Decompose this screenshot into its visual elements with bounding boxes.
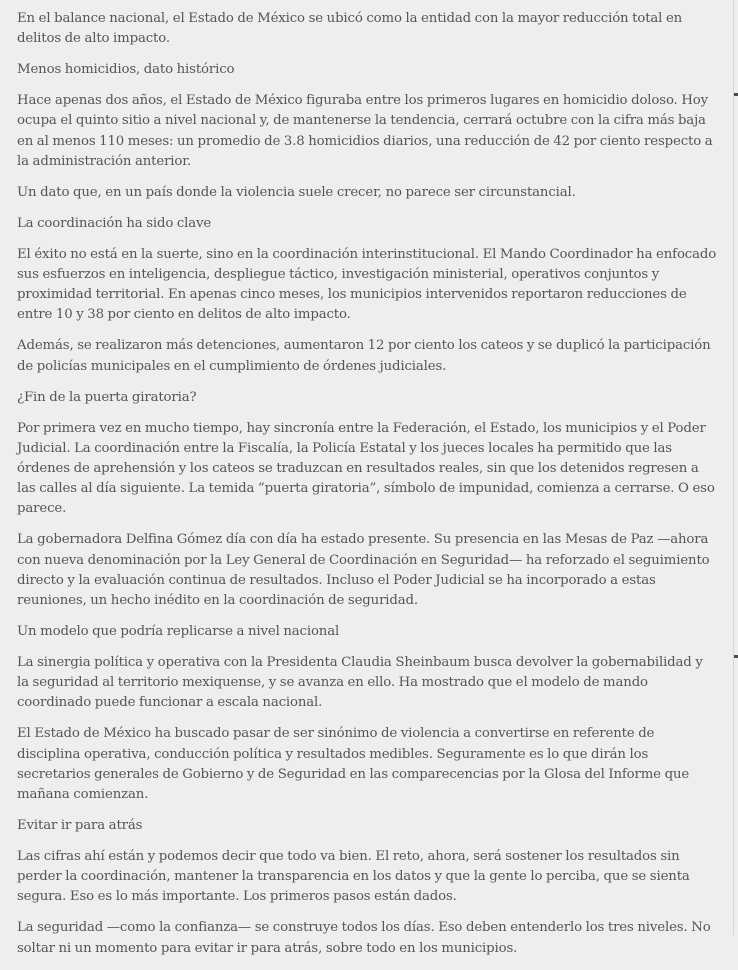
paragraph-exito: El éxito no está en la suerte, sino en la coordinación interinstitucional. El Mando Coordinador ha enfocado sus esfuerzos en inteligencia, despliegue táctico, investigación ministerial, operativos conjuntos y proximidad territorial. En apenas cinco meses, los municipios intervenidos reportaron reducciones de entre 10 y 38 por ciento en delitos de alto impacto.: [17, 246, 717, 323]
paragraph-cifras: Las cifras ahí están y podemos decir que todo va bien. El reto, ahora, será sostener los resultados sin perder la coordinación, mantener la transparencia en los datos y que la gente lo perciba, que se sienta segura. Eso es lo más importante. Los primeros pasos están dados.: [17, 849, 690, 905]
subheading-evitar: Evitar ir para atrás: [17, 818, 143, 834]
subheading-coordinacion: La coordinación ha sido clave: [17, 215, 212, 231]
article-body: [17, 9, 717, 970]
paragraph-intro: En el balance nacional, el Estado de México se ubicó como la entidad con la mayor reducción total en delitos de alto impacto.: [17, 11, 683, 47]
scroll-marker-top: [734, 93, 738, 96]
subheading-puerta-giratoria: ¿Fin de la puerta giratoria?: [17, 389, 197, 405]
paragraph-sincronia: Por primera vez en mucho tiempo, hay sincronía entre la Federación, el Estado, los municipios y el Poder Judicial. La coordinación entre la Fiscalía, la Policía Estatal y los jueces locales ha permitido que las órdenes de aprehensión y los cateos se traduzcan en resultados reales, sin que los detenidos regresen a las calles al día siguiente. La temida “puerta giratoria”, símbolo de impunidad, comienza a cerrarse. O eso parece.: [17, 420, 715, 517]
subheading-modelo: Un modelo que podría replicarse a nivel nacional: [17, 624, 340, 640]
paragraph-seguridad: La seguridad —como la confianza— se construye todos los días. Eso deben entenderlo los tres niveles. No soltar ni un momento para evitar ir para atrás, sobre todo en los municipios.: [17, 920, 711, 956]
paragraph-gobernadora: La gobernadora Delfina Gómez día con día ha estado presente. Su presencia en las Mesas de Paz —ahora con nueva denominación por la Ley General de Coordinación en Seguridad— ha reforzado el seguimiento directo y la evaluación continua de resultados. Incluso el Poder Judicial se ha incorporado a estas reuniones, un hecho inédito en la coordinación de seguridad.: [17, 532, 710, 609]
paragraph-detenciones: Además, se realizaron más detenciones, aumentaron 12 por ciento los cateos y se duplicó la participación de policías municipales en el cumplimiento de órdenes judiciales.: [17, 338, 711, 374]
subheading-menos-homicidios: Menos homicidios, dato histórico: [17, 62, 235, 78]
paragraph-estado-mexico: El Estado de México ha buscado pasar de ser sinónimo de violencia a convertirse en referente de disciplina operativa, conducción política y resultados medibles. Seguramente es lo que dirán los secretarios generales de Gobierno y de Seguridad en las comparecencias por la Glosa del Informe que mañana comienzan.: [17, 726, 690, 803]
paragraph-sinergia: La sinergia política y operativa con la Presidenta Claudia Sheinbaum busca devolver la gobernabilidad y la seguridad al territorio mexiquense, y se avanza en ello. Ha mostrado que el modelo de mando coordinado puede funcionar a escala nacional.: [17, 655, 703, 711]
paragraph-dato: Un dato que, en un país donde la violencia suele crecer, no parece ser circunstancial.: [17, 184, 576, 200]
paragraph-homicidios: Hace apenas dos años, el Estado de México figuraba entre los primeros lugares en homicidio doloso. Hoy ocupa el quinto sitio a nivel nacional y, de mantenerse la tendencia, cerrará octubre con la cifra más baja en al menos 110 meses: un promedio de 3.8 homicidios diarios, una reducción de 42 por ciento respecto a la administración anterior.: [17, 93, 713, 169]
scroll-marker-bottom: [734, 655, 738, 658]
scroll-rail[interactable]: [733, 0, 734, 935]
